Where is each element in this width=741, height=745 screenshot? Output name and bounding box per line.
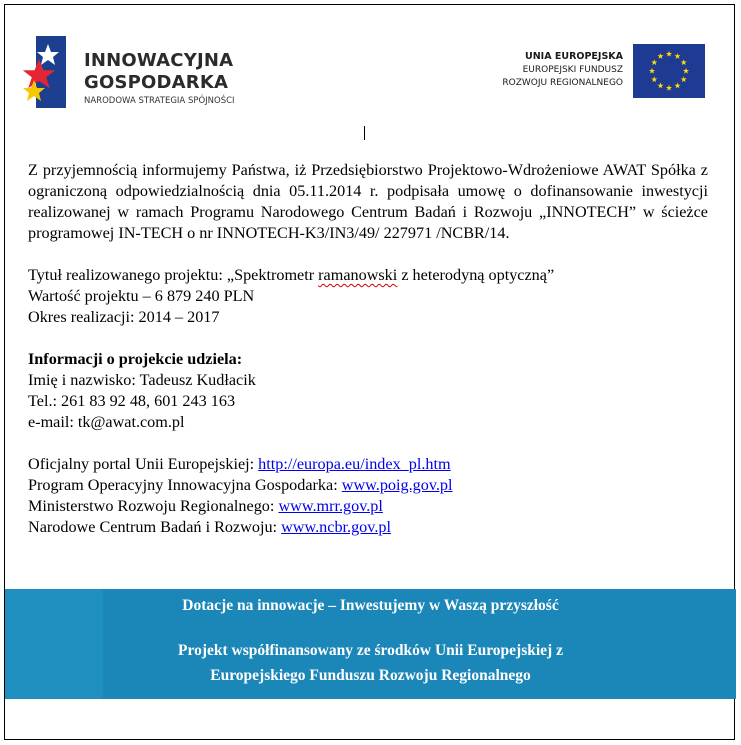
contact-name: Imię i nazwisko: Tadeusz Kudłacik	[28, 371, 256, 389]
contact-phone: Tel.: 261 83 92 48, 601 243 163	[28, 392, 236, 410]
footer-line3: Europejskiego Funduszu Rozwoju Regionalnego	[210, 667, 531, 684]
eu-flag-icon	[633, 44, 705, 98]
project-value: Wartość projektu – 6 879 240 PLN	[28, 287, 255, 305]
link-row-mrr	[28, 496, 708, 517]
project-period: Okres realizacji: 2014 – 2017	[28, 308, 220, 326]
innowacyjna-gospodarka-logo-icon	[22, 36, 70, 108]
footer-line1: Dotacje na innowacje – Inwestujemy w Waszą przyszłość	[182, 597, 559, 614]
poig-link[interactable]: www.poig.gov.pl	[341, 476, 453, 494]
footer-line2: Projekt współfinansowany ze środków Unii Europejskiej z	[178, 642, 563, 659]
link-row-eu-portal	[28, 454, 708, 475]
text-cursor	[364, 126, 365, 140]
ncbr-link[interactable]: www.ncbr.gov.pl	[281, 518, 391, 536]
logo-subtitle: NARODOWA STRATEGIA SPÓJNOŚCI	[84, 96, 235, 106]
link-label: Ministerstwo Rozwoju Regionalnego:	[28, 497, 279, 515]
logo-title-line2: GOSPODARKA	[84, 72, 229, 93]
project-title-prefix: Tytuł realizowanego projektu: „Spektrometr	[28, 266, 319, 284]
eu-portal-link[interactable]: http://europa.eu/index_pl.htm	[258, 455, 451, 473]
link-row-poig	[28, 475, 708, 496]
mrr-link[interactable]: www.mrr.gov.pl	[278, 497, 383, 515]
project-title	[28, 265, 708, 286]
intro-paragraph: Z przyjemnością informujemy Państwa, iż Przedsiębiorstwo Projektowo-Wdrożeniowe AWAT Spółka z ograniczoną odpowiedzialnością dnia 05.11.2014 r. podpisała umowę o dofinansowanie inwestycji realizowanej w ramach Programu Narodowego Centrum Badań i Rozwoju „INNOTECH” w ścieżce programowej IN-TECH o nr INNOTECH-K3/IN3/49/ 227971 /NCBR/14.	[28, 161, 708, 242]
innowacyjna-gospodarka-logo	[22, 36, 262, 112]
eu-logo	[470, 44, 705, 100]
logo-title-line1: INNOWACYJNA	[84, 50, 234, 71]
eu-logo-text	[502, 50, 623, 90]
eu-logo-line2: EUROPEJSKI FUNDUSZ	[522, 65, 623, 75]
link-label: Program Operacyjny Innowacyjna Gospodarka:	[28, 476, 342, 494]
spellcheck-flagged-word: ramanowski	[318, 266, 398, 284]
link-label: Oficjalny portal Unii Europejskiej:	[28, 455, 259, 473]
eu-logo-line3: ROZWOJU REGIONALNEGO	[502, 78, 623, 88]
project-title-suffix: z heterodyną optyczną”	[397, 266, 555, 284]
link-label: Narodowe Centrum Badań i Rozwoju:	[28, 518, 282, 536]
link-row-ncbr	[28, 517, 708, 538]
contact-email: e-mail: tk@awat.com.pl	[28, 413, 185, 431]
contact-heading: Informacji o projekcie udziela:	[28, 350, 243, 368]
eu-logo-line1: UNIA EUROPEJSKA	[525, 51, 623, 62]
footer-band	[5, 589, 736, 699]
document-body	[28, 160, 708, 538]
